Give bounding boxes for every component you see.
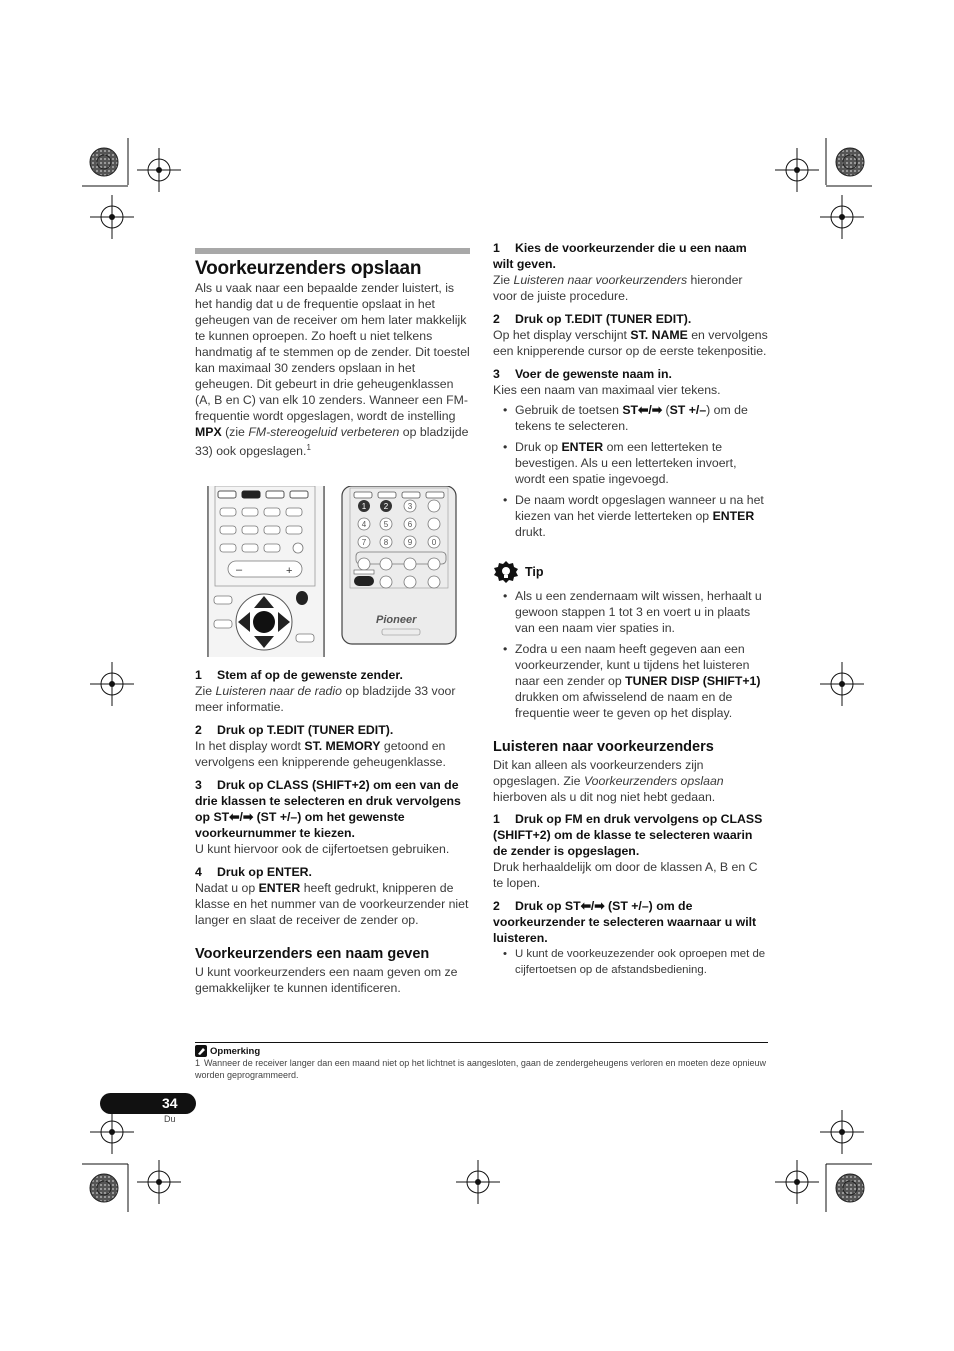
subsection-title: Luisteren naar voorkeurzenders xyxy=(493,739,714,755)
step-body: Zie Luisteren naar de radio op bladzijde 33 voor meer informatie. xyxy=(195,684,456,714)
tip-icon xyxy=(493,560,519,584)
footnote-text: 1 Wanneer de receiver langer dan een maand niet op het lichtnet is aangesloten, gaan de zendergeheugens verloren en moeten deze opnieuw worden geprogrammeerd. xyxy=(195,1058,767,1080)
remote-digit-label: 9 xyxy=(407,538,413,547)
step-body: U kunt hiervoor ook de cijfertoetsen gebruiken. xyxy=(195,842,450,856)
section-bar xyxy=(195,248,470,254)
remote-digit-label: 5 xyxy=(383,520,389,529)
footnote-rule xyxy=(195,1042,768,1043)
remote-digit-label: 6 xyxy=(407,520,413,529)
remote-digit-label: 3 xyxy=(407,502,413,511)
tip-label: Tip xyxy=(525,565,544,579)
subsection-body: U kunt voorkeurzenders een naam geven om ze gemakkelijker te kunnen identificeren. xyxy=(195,965,458,995)
list-item: • U kunt de voorkeuzezender ook oproepen met de cijfertoetsen op de afstandsbediening. xyxy=(493,946,768,978)
step-head: 2 Druk op ST⬅/➡ (ST +/–) om de voorkeurzender te selecteren waarnaar u wilt luisteren. xyxy=(493,899,757,945)
step-head: 1 Kies de voorkeurzender die u een naam wilt geven. xyxy=(493,241,747,271)
remote-digit-label: 0 xyxy=(431,538,437,547)
svg-text:Pioneer: Pioneer xyxy=(376,614,417,626)
intro-paragraph: Als u vaak naar een bepaalde zender luistert, is het handig dat u de frequentie opslaat in het geheugen van de receiver om hem later makkelijk te kunnen oproepen. Zo hoeft u niet telkens handmatig af te stemmen op de zender. Dit toestel kan maximaal 30 zenders opslaan in het geheugen. Dit gebeurt in drie geheugenklassen (A, B en C) van elk 10 zenders. Wanneer een FM-frequentie wordt opgeslagen, wordt de instelling MPX (zie FM-stereogeluid verbeteren op bladzijde 33) ook opgeslagen.$^1$ xyxy=(195,281,470,459)
step-body: Op het display verschijnt ST. NAME en vervolgens een knipperende cursor op de eerste tekenpositie. xyxy=(493,328,768,358)
left-steps xyxy=(195,667,471,996)
section-title: Voorkeurzenders opslaan xyxy=(195,258,422,279)
step-head: 2 Druk op T.EDIT (TUNER EDIT). xyxy=(195,723,394,737)
page-language: Du xyxy=(164,1114,176,1124)
remote-digit-label: 2 xyxy=(383,502,389,511)
tip-header xyxy=(493,560,768,584)
note-icon xyxy=(195,1045,207,1057)
list-item: • Als u een zendernaam wilt wissen, herhaalt u gewoon stappen 1 tot 3 en voert u in plaats van een naam vier spaties in. xyxy=(493,588,768,636)
step-head: 1 Stem af op de gewenste zender. xyxy=(195,668,403,682)
subsection-body: Dit kan alleen als voorkeurzenders zijn opgeslagen. Zie Voorkeurzenders opslaan hierboven als u dit nog niet hebt gedaan. xyxy=(493,758,724,804)
remote-digit-label: 8 xyxy=(383,538,389,547)
step-head: 1 Druk op FM en druk vervolgens op CLASS (SHIFT+2) om de klasse te selecteren waarin de zender is opgeslagen. xyxy=(493,812,763,858)
remote-digit-label: 4 xyxy=(361,520,367,529)
step-head: 3 Druk op CLASS (SHIFT+2) om een van de drie klassen te selecteren en druk vervolgens op ST⬅/➡ (ST +/–) om het gewenste voorkeurnummer te kiezen. xyxy=(195,778,461,840)
bullet-list xyxy=(493,402,768,540)
footnote-label: Opmerking xyxy=(210,1045,261,1057)
subsection-title: Voorkeurzenders een naam geven xyxy=(195,946,430,962)
list-item: • De naam wordt opgeslagen wanneer u na het kiezen van het vierde letterteken op ENTER drukt. xyxy=(493,492,768,540)
tip-list xyxy=(493,588,768,721)
remote-digit-label: 1 xyxy=(361,502,367,511)
footnote-header xyxy=(195,1045,260,1057)
remote-illustration xyxy=(206,486,458,657)
list-item: • Gebruik de toetsen ST⬅/➡ (ST +/–) om de tekens te selecteren. xyxy=(493,402,768,434)
step-body: In het display wordt ST. MEMORY getoond en vervolgens een knipperende geheugenklasse. xyxy=(195,739,446,769)
step-body: Nadat u op ENTER heeft gedrukt, knipperen de klasse en het nummer van de voorkeurzender niet langer en slaat de receiver de zender op. xyxy=(195,881,469,927)
list-item: • Druk op ENTER om een letterteken te bevestigen. Als u een letterteken invoert, wordt een spatie ingevoegd. xyxy=(493,439,768,487)
step-head: 4 Druk op ENTER. xyxy=(195,865,312,879)
page-number: 34 xyxy=(162,1095,178,1111)
step-body: Kies een naam van maximaal vier tekens. xyxy=(493,383,721,397)
page-number-tab xyxy=(100,1093,196,1114)
svg-text:+: + xyxy=(286,565,293,577)
step-head: 2 Druk op T.EDIT (TUNER EDIT). xyxy=(493,312,692,326)
right-column xyxy=(493,240,768,978)
step-body: Zie Luisteren naar voorkeurzenders hieronder voor de juiste procedure. xyxy=(493,273,743,303)
svg-text:–: – xyxy=(236,564,243,576)
list-item: • Zodra u een naam heeft gegeven aan een voorkeurzender, kunt u tijdens het luisteren naar een zender op TUNER DISP (SHIFT+1) drukken om afwisselend de naam en de frequentie weer te geven op het display. xyxy=(493,641,768,721)
step-body: Druk herhaaldelijk om door de klassen A, B en C te lopen. xyxy=(493,860,758,890)
remote-digit-label: 7 xyxy=(361,538,367,547)
step-head: 3 Voer de gewenste naam in. xyxy=(493,367,672,381)
